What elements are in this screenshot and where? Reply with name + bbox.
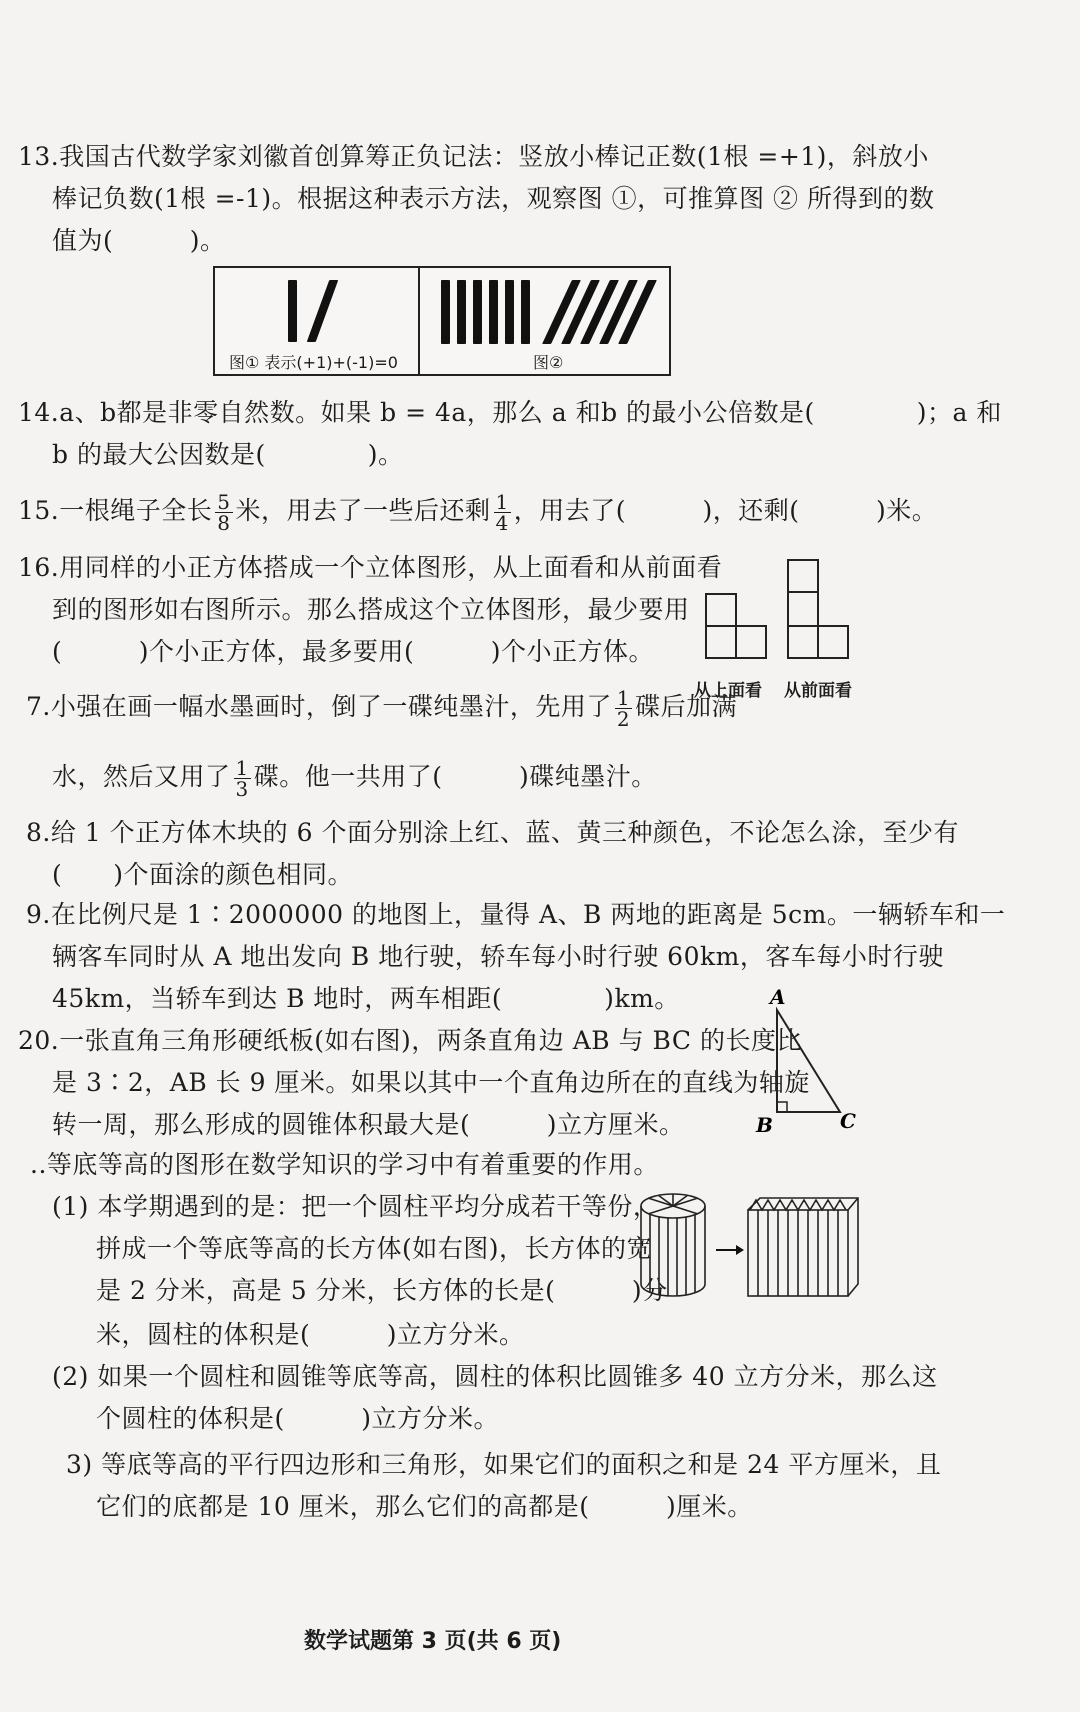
q21-p2-line2: 个圆柱的体积是( )立方分米。 [96, 1404, 500, 1433]
q18-line1: 8.给 1 个正方体木块的 6 个面分别涂上红、蓝、黄三种颜色，不论怎么涂，至少有 [26, 818, 959, 847]
q20-line3: 转一周，那么形成的圆锥体积最大是( )立方厘米。 [52, 1110, 685, 1139]
q20-line2: 是 3∶2，AB 长 9 厘米。如果以其中一个直角边所在的直线为轴旋 [52, 1068, 810, 1097]
vertex-a-label: A [770, 986, 786, 1009]
q15-post: ，用去了( )，还剩( )米。 [513, 496, 938, 525]
vertical-stick [457, 280, 466, 344]
q19-line1: 9.在比例尺是 1∶2000000 的地图上，量得 A、B 两地的距离是 5cm。一辆轿车和一 [26, 900, 1006, 929]
top-view-label: 从上面看 [694, 681, 762, 701]
q20-line1: 20.一张直角三角形硬纸板(如右图)，两条直角边 AB 与 BC 的长度比 [18, 1026, 802, 1055]
fraction-5-8: $\frac{5}{8}$ [217, 490, 231, 535]
q16-line3: ( )个小正方体，最多要用( )个小正方体。 [52, 637, 655, 666]
vertex-b-label: B [756, 1113, 773, 1136]
q14-line2: b 的最大公因数是( )。 [52, 440, 404, 469]
fraction-1-3: $\frac{1}{3}$ [235, 756, 249, 801]
figure-divider [418, 268, 420, 374]
q21-p3-line2: 它们的底都是 10 厘米，那么它们的高都是( )厘米。 [96, 1492, 753, 1521]
q19-line2: 辆客车同时从 A 地出发向 B 地行驶，轿车每小时行驶 60km，客车每小时行驶 [52, 942, 944, 971]
q17-line2 [52, 758, 657, 799]
cylinder-to-cuboid-figure [636, 1186, 866, 1306]
figure2-caption: 图② [533, 353, 564, 372]
q17-post1: 碟后加满 [635, 692, 738, 721]
q17-line1 [26, 688, 737, 729]
vertical-stick [521, 280, 530, 344]
fraction-1-2: $\frac{1}{2}$ [616, 686, 631, 731]
q16-line2: 到的图形如右图所示。那么搭成这个立体图形，最少要用 [52, 595, 690, 624]
q17-pre2: 水，然后又用了 [52, 762, 231, 791]
q17-pre: 7.小强在画一幅水墨画时，倒了一碟纯墨汁，先用了 [26, 692, 612, 721]
q15-line [18, 492, 937, 533]
page-footer: 数学试题第 3 页(共 6 页) [304, 1629, 562, 1654]
q16-line1: 16.用同样的小正方体搭成一个立体图形，从上面看和从前面看 [18, 553, 723, 582]
vertical-stick [441, 280, 450, 344]
q21-p1-line4: 米，圆柱的体积是( )立方分米。 [96, 1320, 525, 1349]
q21-p2-line1: (2) 如果一个圆柱和圆锥等底等高，圆柱的体积比圆锥多 40 立方分米，那么这 [52, 1362, 938, 1391]
fraction-1-4: $\frac{1}{4}$ [495, 490, 509, 535]
q21-intro: ..等底等高的图形在数学知识的学习中有着重要的作用。 [30, 1150, 659, 1179]
q13-line3: 值为( )。 [52, 226, 226, 255]
vertical-stick [288, 280, 297, 342]
q14-line1: 14.a、b都是非零自然数。如果 b = 4a，那么 a 和b 的最小公倍数是( )；a 和 [18, 398, 1002, 427]
vertical-stick [489, 280, 498, 344]
q15-mid: 米，用去了一些后还剩 [235, 496, 491, 525]
q13-line1: 13.我国古代数学家刘徽首创算筹正负记法：竖放小棒记正数(1根 =+1)，斜放小 [18, 142, 929, 171]
slanted-stick [307, 280, 339, 342]
figure1-caption: 图① 表示(+1)+(-1)=0 [229, 353, 398, 372]
q17-post2: 碟。他一共用了( )碟纯墨汁。 [253, 762, 657, 791]
q21-p1-line2: 拼成一个等底等高的长方体(如右图)，长方体的宽 [96, 1234, 653, 1263]
q15-pre: 15.一根绳子全长 [18, 496, 213, 525]
vertical-stick [473, 280, 482, 344]
front-view-label: 从前面看 [784, 681, 852, 701]
vertical-stick [505, 280, 514, 344]
right-triangle-figure [752, 986, 862, 1136]
q21-p1-line1: (1) 本学期遇到的是：把一个圆柱平均分成若干等份， [52, 1192, 659, 1221]
q19-line3: 45km，当轿车到达 B 地时，两车相距( )km。 [52, 984, 680, 1013]
q13-line2: 棒记负数(1根 =-1)。根据这种表示方法，观察图 ①，可推算图 ② 所得到的数 [52, 184, 935, 213]
q18-line2: ( )个面涂的颜色相同。 [52, 860, 354, 889]
vertex-c-label: C [840, 1109, 856, 1133]
q13-figure [213, 266, 671, 376]
q21-p1-line3: 是 2 分米，高是 5 分米，长方体的长是( )分 [96, 1276, 668, 1305]
q21-p3-line1: 3) 等底等高的平行四边形和三角形，如果它们的面积之和是 24 平方厘米，且 [66, 1450, 942, 1479]
